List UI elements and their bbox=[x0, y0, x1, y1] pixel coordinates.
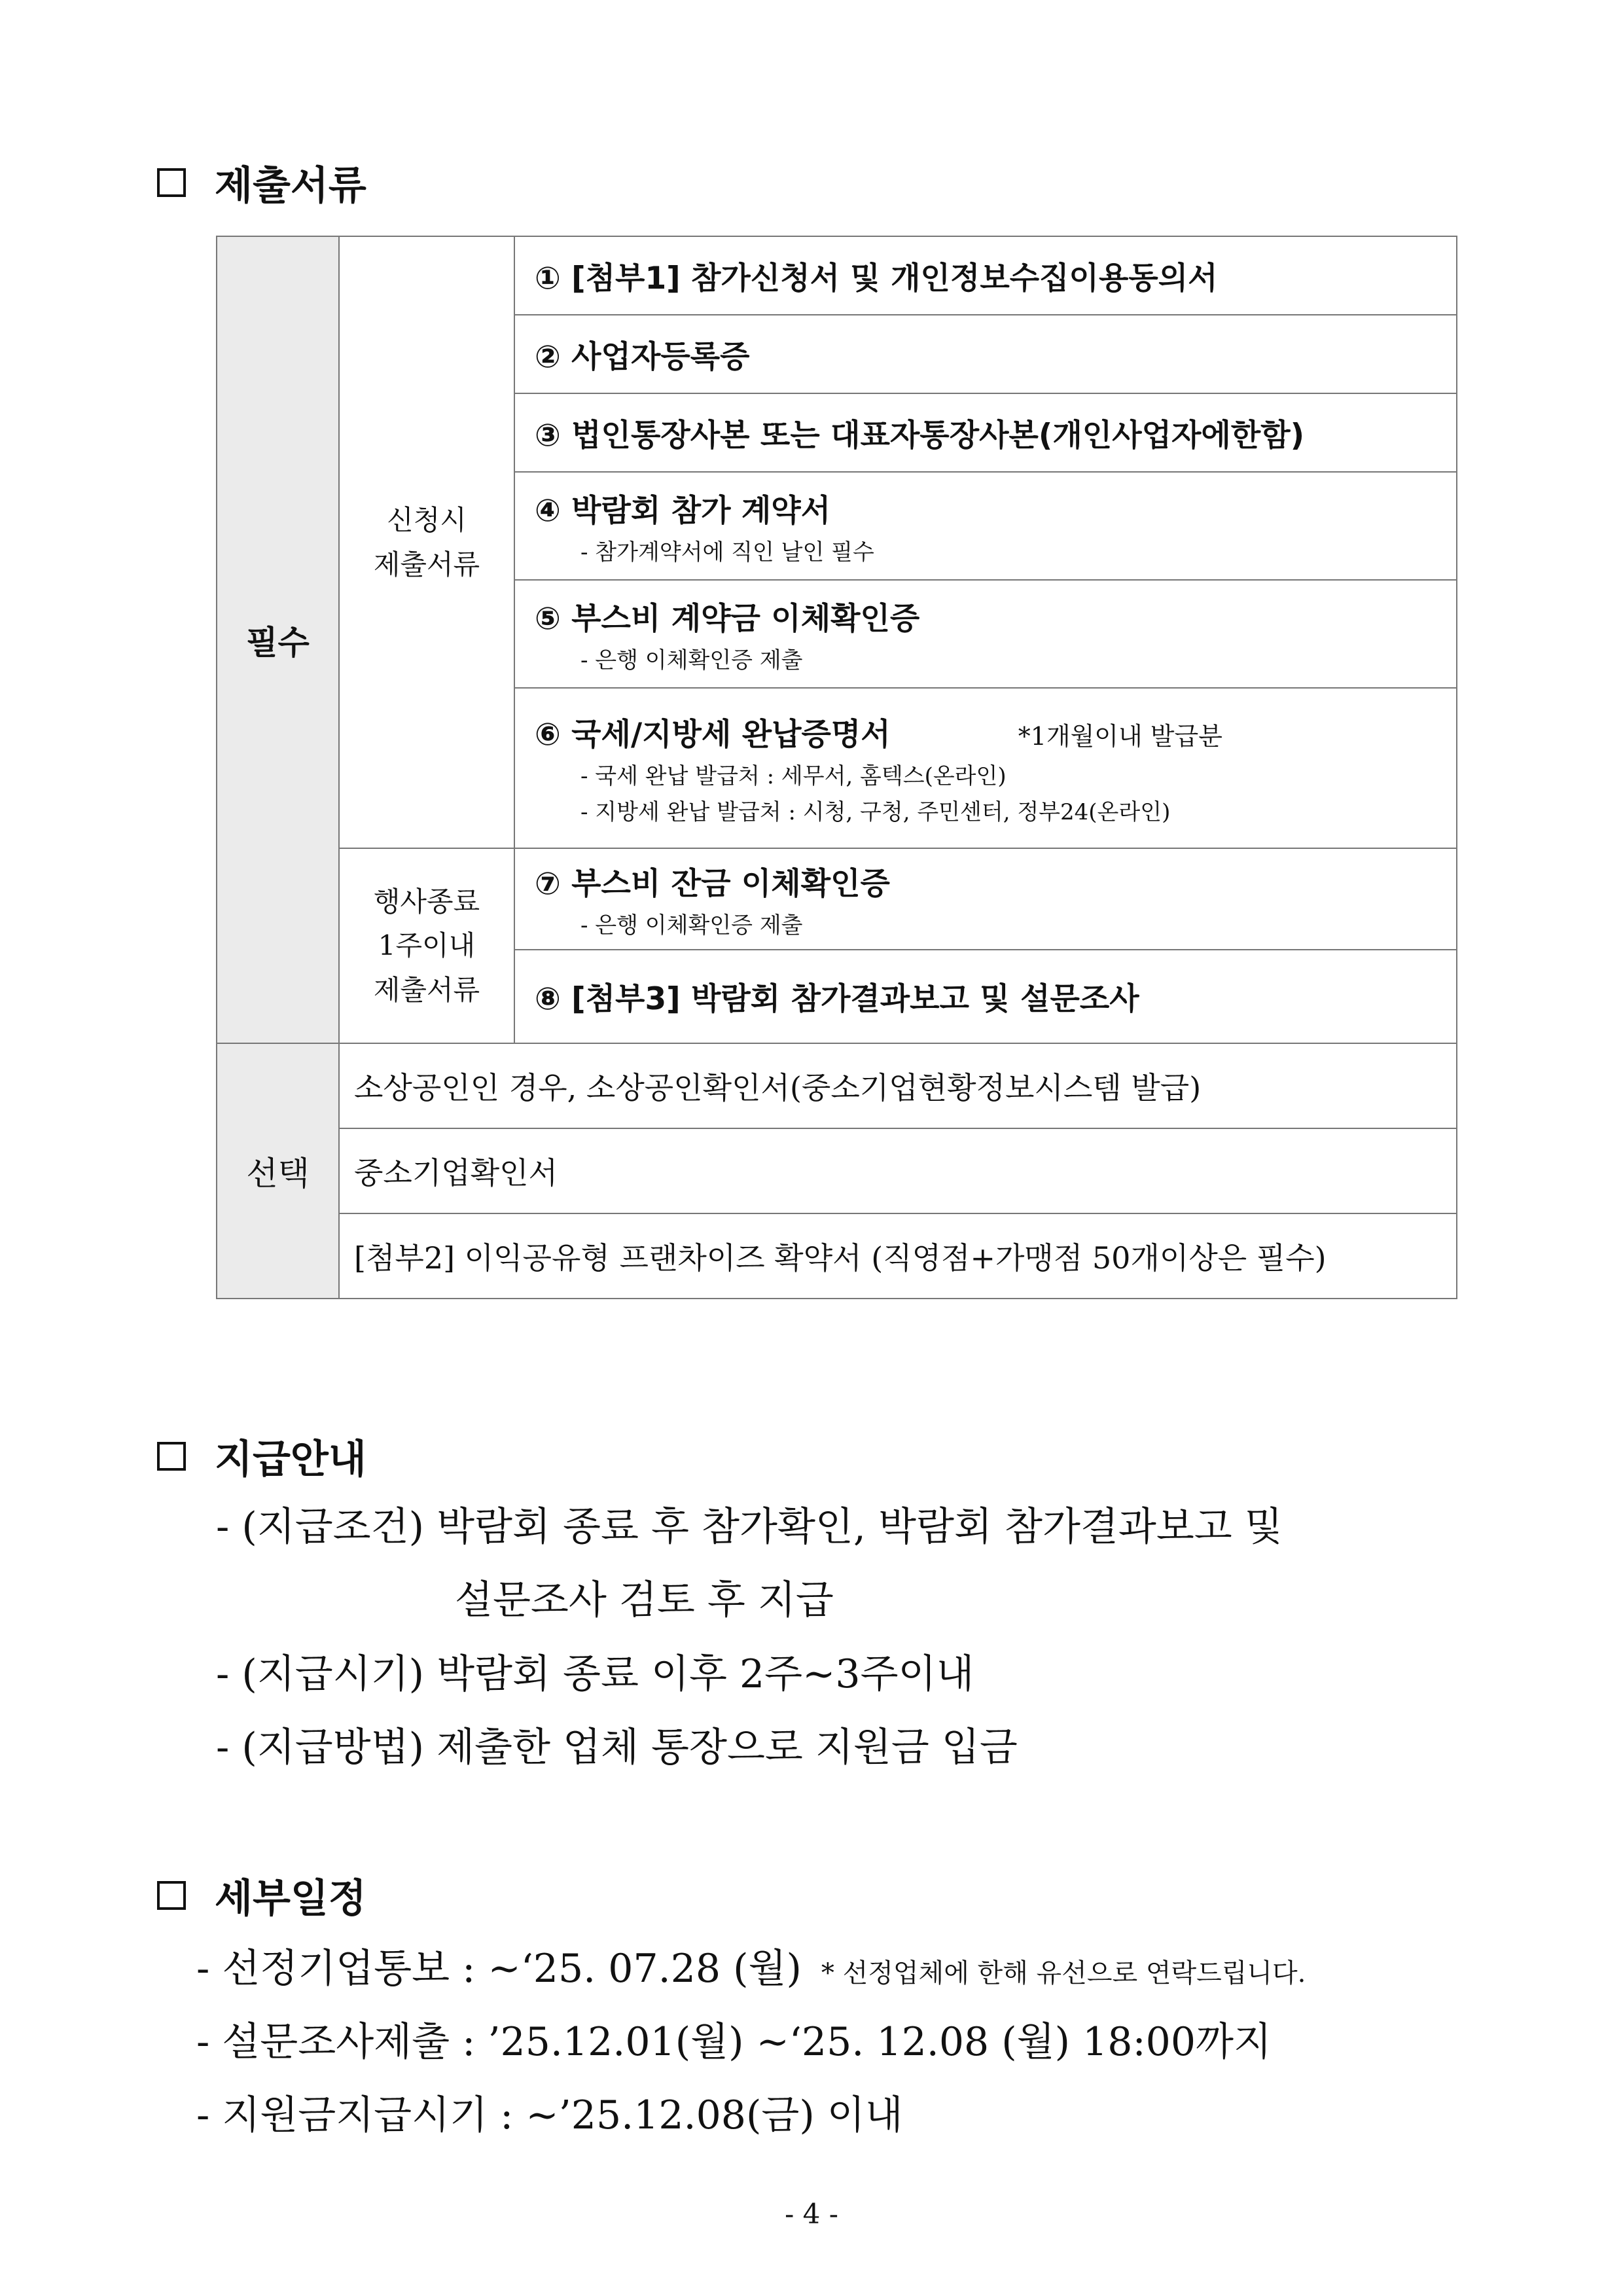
payment-method-line: - (지급방법) 제출한 업체 통장으로 지원금 입금 bbox=[216, 1725, 1018, 1770]
page-number: - 4 - bbox=[785, 2198, 838, 2230]
issue-period-note: *1개월이내 발급분 bbox=[1018, 722, 1222, 751]
document-item: ⑦ 부스비 잔금 이체확인증 - 은행 이체확인증 제출 bbox=[514, 848, 1457, 950]
schedule-note: * 선정업체에 한해 유선으로 연락드립니다. bbox=[821, 1958, 1306, 1988]
section-heading-schedule bbox=[157, 1867, 366, 1924]
optional-category-cell: 선택 bbox=[217, 1043, 339, 1299]
table-row bbox=[217, 1128, 1457, 1213]
checkbox-square-icon bbox=[157, 1442, 186, 1471]
schedule-item: - 선정기업통보 : ~‘25. 07.28 (월) * 선정업체에 한해 유선으로 연락드립니다. bbox=[196, 1946, 1306, 1992]
payment-condition-continuation: 설문조사 검토 후 지급 bbox=[455, 1577, 834, 1623]
table-row bbox=[217, 1213, 1457, 1299]
section-heading-payment bbox=[157, 1428, 366, 1484]
document-item: ② 사업자등록증 bbox=[514, 315, 1457, 393]
section-heading-submission bbox=[157, 154, 366, 211]
required-category-cell: 필수 bbox=[217, 236, 339, 1043]
table-row bbox=[217, 848, 1457, 950]
application-group-cell: 신청시 제출서류 bbox=[339, 236, 514, 848]
submission-documents-table bbox=[216, 236, 1457, 1299]
optional-document-item: [첨부2] 이익공유형 프랜차이즈 확약서 (직영점+가맹점 50개이상은 필수) bbox=[339, 1213, 1457, 1299]
document-item: ⑥ 국세/지방세 완납증명서 *1개월이내 발급분 - 국세 완납 발급처 : 세무서, 홈텍스(온라인) - 지방세 완납 발급처 : 시청, 구청, 주민센터, 정부24(온라인) bbox=[514, 688, 1457, 848]
document-item: ⑤ 부스비 계약금 이체확인증 - 은행 이체확인증 제출 bbox=[514, 580, 1457, 688]
checkbox-square-icon bbox=[157, 168, 186, 197]
payment-condition-line: - (지급조건) 박람회 종료 후 참가확인, 박람회 참가결과보고 및 bbox=[216, 1504, 1283, 1550]
document-item: ① [첨부1] 참가신청서 및 개인정보수집이용동의서 bbox=[514, 236, 1457, 315]
section-title: 제출서류 bbox=[215, 163, 366, 209]
schedule-item: - 지원금지급시기 : ~’25.12.08(금) 이내 bbox=[196, 2092, 903, 2138]
table-row bbox=[217, 236, 1457, 315]
section-title: 세부일정 bbox=[215, 1876, 366, 1922]
document-item: ⑧ [첨부3] 박람회 참가결과보고 및 설문조사 bbox=[514, 950, 1457, 1043]
section-title: 지급안내 bbox=[215, 1437, 366, 1482]
checkbox-square-icon bbox=[157, 1881, 186, 1910]
table-row bbox=[217, 1043, 1457, 1128]
after-event-group-cell: 행사종료 1주이내 제출서류 bbox=[339, 848, 514, 1043]
document-item: ③ 법인통장사본 또는 대표자통장사본(개인사업자에한함) bbox=[514, 393, 1457, 472]
payment-timing-line: - (지급시기) 박람회 종료 이후 2주~3주이내 bbox=[216, 1651, 974, 1697]
optional-document-item: 중소기업확인서 bbox=[339, 1128, 1457, 1213]
optional-document-item: 소상공인인 경우, 소상공인확인서(중소기업현황정보시스템 발급) bbox=[339, 1043, 1457, 1128]
document-item: ④ 박람회 참가 계약서 - 참가계약서에 직인 날인 필수 bbox=[514, 472, 1457, 580]
schedule-item: - 설문조사제출 : ’25.12.01(월) ~‘25. 12.08 (월) 18:00까지 bbox=[196, 2019, 1272, 2065]
